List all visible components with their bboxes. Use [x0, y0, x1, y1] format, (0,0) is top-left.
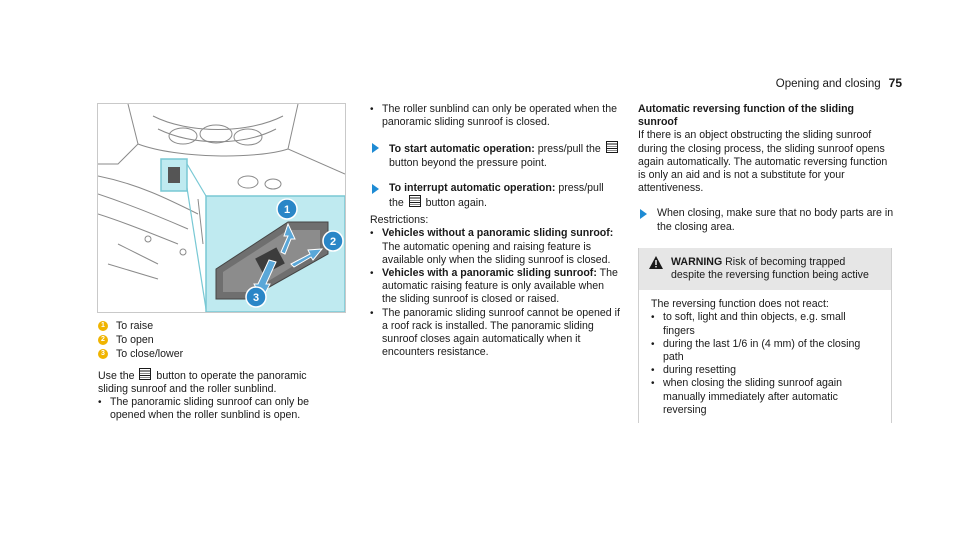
bullet-dot-icon: •: [651, 378, 655, 390]
warning-box: [638, 248, 892, 423]
callout-1: 1: [283, 204, 291, 216]
restrictions-label: Restrictions:: [370, 214, 429, 227]
callout-3: 3: [252, 292, 260, 304]
list-item: [370, 307, 620, 360]
instruction-step: [638, 207, 894, 233]
restriction-text: The automatic raising feature is only available when the sliding sunroof is closed or raised.: [382, 267, 618, 306]
bullet-text: The panoramic sliding sunroof can only be opened when the roller sunblind is open.: [110, 396, 310, 422]
bullet-text: during resetting: [663, 364, 737, 377]
roof-button-icon: [606, 141, 618, 153]
legend-badge: 1: [98, 321, 108, 331]
warning-triangle-icon: [649, 256, 671, 282]
step-text: button beyond the pressure point.: [389, 156, 547, 169]
legend-badge: 3: [98, 349, 108, 359]
step-label: To interrupt automatic operation:: [389, 181, 556, 194]
restriction-text: The automatic opening and raising feature is available only when the sliding sunroof is closed.: [382, 240, 611, 266]
list-item: [370, 103, 620, 129]
step-arrow-icon: [640, 209, 647, 219]
roof-button-icon: [409, 195, 421, 207]
bullet-text: The roller sunblind can only be operated when the panoramic sliding sunroof is closed.: [382, 103, 617, 129]
list-item: [98, 396, 338, 422]
step-arrow-icon: [372, 184, 379, 194]
use-post: button to operate the panoramic sliding sunroof and the roller sunblind.: [98, 369, 307, 395]
step-arrow-icon: [372, 143, 379, 153]
step-text: press/pull the: [534, 143, 601, 156]
warning-title: Risk of becoming trapped despite the reversing function being active: [671, 255, 869, 282]
list-item: [651, 311, 879, 337]
legend-text: To open: [116, 334, 154, 347]
bullet-dot-icon: •: [651, 312, 655, 324]
legend-item: [98, 334, 338, 347]
bullet-text: to soft, light and thin objects, e.g. small fingers: [663, 311, 846, 337]
roof-button-icon: [139, 368, 151, 380]
legend-item: [98, 320, 338, 333]
warning-header: [639, 248, 891, 290]
bullet-dot-icon: •: [370, 268, 374, 280]
restriction-label: Vehicles with a panoramic sliding sunroof:: [382, 267, 597, 280]
middle-column: [370, 103, 620, 359]
list-item: [370, 227, 620, 267]
section-title: Opening and closing: [775, 78, 881, 90]
bullet-dot-icon: •: [98, 397, 102, 409]
page-number: 75: [888, 76, 902, 90]
section-heading: Automatic reversing function of the sliding sunroof: [638, 103, 855, 129]
bullet-dot-icon: •: [370, 104, 374, 115]
restriction-text: The panoramic sliding sunroof cannot be opened if a roof rack is installed. The panoramic sliding sunroof closes again automatically when it encounters resistance.: [382, 306, 620, 359]
legend-text: To close/lower: [116, 348, 184, 361]
list-item: [651, 338, 879, 364]
restriction-label: Vehicles without a panoramic sliding sunroof:: [382, 227, 614, 240]
step-text: press/pull the: [389, 181, 604, 210]
bullet-text: during the last 1/6 in (4 mm) of the closing path: [663, 337, 861, 364]
right-column: [638, 103, 894, 423]
warning-intro: The reversing function does not react:: [651, 298, 829, 311]
warning-label: WARNING: [671, 255, 723, 268]
roof-console-drawing: [98, 104, 345, 312]
reversing-paragraph: If there is an object obstructing the sliding sunroof during the closing process, the sliding sunroof opens again automatically. The automatic reversing function is only an aid and is not a substitute for your attentiveness.: [638, 129, 888, 195]
warning-body: [639, 290, 891, 423]
instruction-step: [370, 141, 620, 169]
list-item: [370, 267, 620, 307]
callout-2: 2: [329, 236, 337, 248]
list-item: [651, 377, 879, 417]
legend-badge: 2: [98, 335, 108, 345]
bullet-dot-icon: •: [370, 307, 374, 319]
legend-item: [98, 348, 338, 361]
roof-control-illustration: [97, 103, 346, 313]
left-column: [98, 320, 338, 422]
step-text: button again.: [425, 197, 487, 210]
use-instruction: [98, 368, 338, 396]
legend-text: To raise: [116, 320, 154, 332]
bullet-text: when closing the sliding sunroof again manually immediately after automatic reversing: [663, 377, 843, 416]
step-label: To start automatic operation:: [389, 143, 535, 156]
use-pre: Use the: [98, 369, 135, 382]
running-head: [776, 76, 902, 90]
bullet-dot-icon: •: [651, 338, 655, 350]
bullet-dot-icon: •: [370, 228, 374, 240]
list-item: [651, 364, 879, 377]
instruction-step: [370, 182, 620, 210]
step-text: When closing, make sure that no body parts are in the closing area.: [657, 207, 894, 233]
bullet-dot-icon: •: [651, 365, 655, 377]
